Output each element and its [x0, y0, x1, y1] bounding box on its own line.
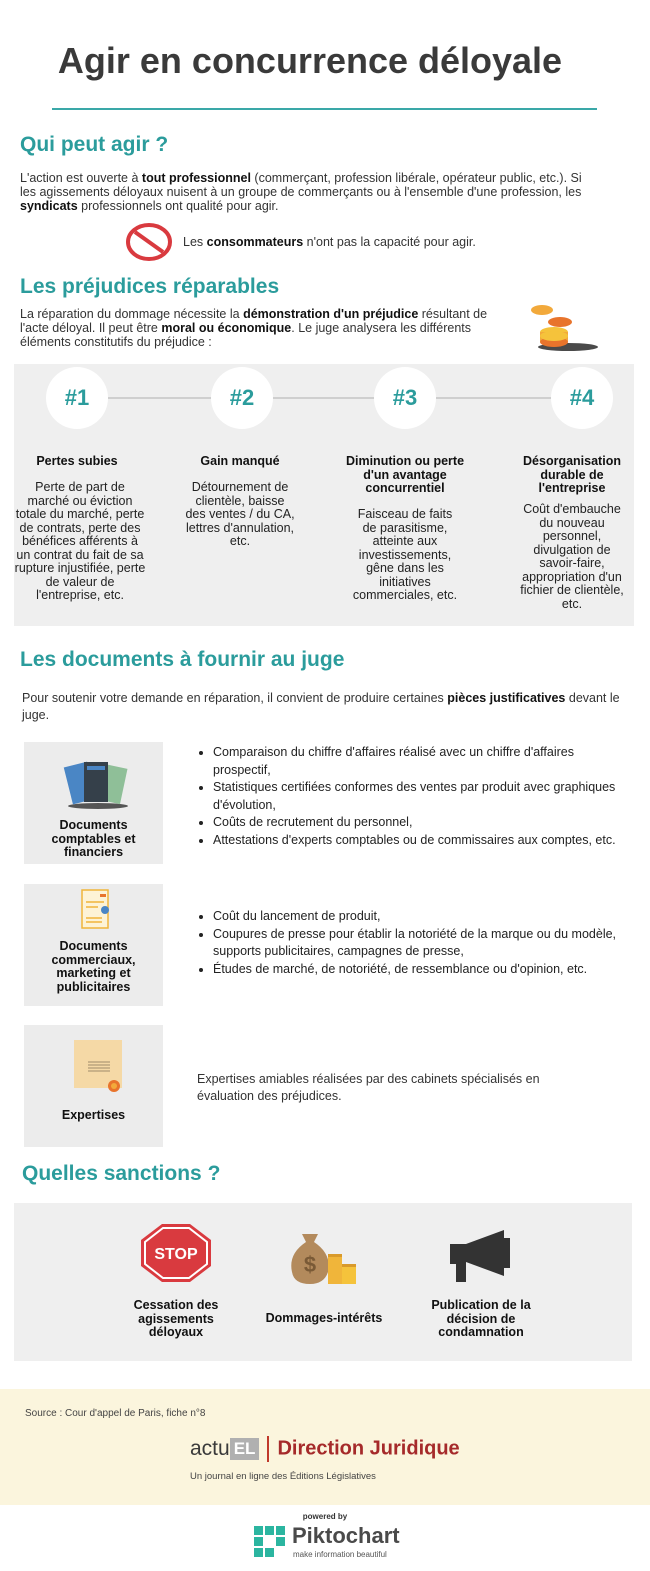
list-item: • Statistiques certifiées conformes des ventes par produit avec graphiques d'évolution,: [213, 779, 617, 814]
heading-sanctions: Quelles sanctions ?: [22, 1162, 221, 1185]
list-item: • Études de marché, de notoriété, de ressemblance ou d'opinion, etc.: [213, 961, 622, 979]
step-number-2: #2: [211, 367, 273, 429]
books-icon: [62, 758, 134, 810]
connector-line: [436, 397, 554, 399]
title-divider: [52, 108, 597, 110]
paragraph-prejudices: La réparation du dommage nécessite la démonstration d'un préjudice résultant de l'acte déloyal. Il peut être moral ou économique. Le juge analysera les différents éléments constitutifs du préjudice :: [20, 307, 488, 349]
connector-line: [272, 397, 377, 399]
brand-direction-juridique: Direction Juridique: [277, 1437, 460, 1460]
doc-text-expertises: Expertises amiables réalisées par des cabinets spécialisés en évaluation des préjudices.: [197, 1072, 540, 1103]
connector-line: [108, 397, 213, 399]
sanction-label-cessation: Cessation des agissements déloyaux: [133, 1298, 219, 1339]
heading-prejudices: Les préjudices réparables: [20, 275, 280, 298]
list-item: • Attestations d'experts comptables ou de commissaires aux comptes, etc.: [213, 832, 617, 850]
list-item: • Coûts de recrutement du personnel,: [213, 814, 617, 832]
heading-documents: Les documents à fournir au juge: [20, 648, 345, 671]
source-text: Source : Cour d'appel de Paris, fiche n°8: [25, 1408, 206, 1419]
stop-sign-text: STOP: [154, 1246, 198, 1263]
paragraph-documents: Pour soutenir votre demande en réparation, il convient de produire certaines pièces justificatives devant le juge.: [22, 691, 620, 722]
doc-label-expertises: Expertises: [61, 1108, 126, 1122]
brand-el: EL: [230, 1438, 260, 1460]
step-number-3: #3: [374, 367, 436, 429]
sanction-label-dommages: Dommages-intérêts: [265, 1311, 383, 1325]
prejudice-title-2: Gain manqué: [200, 454, 280, 468]
doc-list-commerciaux: [197, 908, 622, 978]
doc-label-commerciaux: Documents commerciaux, marketing et publicitaires: [51, 939, 136, 994]
step-number-1: #1: [46, 367, 108, 429]
list-item: • Comparaison du chiffre d'affaires réalisé avec un chiffre d'affaires prospectif,: [213, 744, 617, 779]
sanction-label-publication: Publication de la décision de condamnation: [431, 1298, 531, 1339]
heading-qui-peut-agir: Qui peut agir ?: [20, 133, 169, 156]
piktochart-wordmark: Piktochart: [292, 1523, 400, 1548]
doc-label-comptables: Documents comptables et financiers: [51, 818, 136, 859]
list-item: • Coupures de presse pour établir la notoriété de la marque ou du modèle, supports publicitaires, campagnes de presse,: [213, 926, 622, 961]
doc-list-comptables: [197, 744, 617, 849]
prejudice-text-2: Détournement de clientèle, baisse des ventes / du CA, lettres d'annulation, etc.: [185, 480, 295, 548]
step-number-4: #4: [551, 367, 613, 429]
powered-by-text: powered by: [302, 1512, 348, 1521]
prejudice-text-1: Perte de part de marché ou éviction totale du marché, perte de contrats, perte des bénéfices afférents à un contrat du fait de sa rupture injustifiée, perte de valeur de l'entreprise, etc.: [14, 480, 146, 602]
piktochart-logo-icon: [252, 1524, 288, 1560]
prejudice-text-4: Coût d'embauche du nouveau personnel, divulgation de savoir-faire, appropriation d'un fichier de clientèle, etc.: [520, 502, 624, 611]
document-icon: [78, 888, 114, 932]
paragraph-qui-peut-agir: L'action est ouverte à tout professionnel (commerçant, profession libérale, opérateur public, etc.). Si les agissements déloyaux nuisent à un groupe de commerçants ou à l'ensemble d'une profession, les syndicats professionnels ont qualité pour agir.: [20, 171, 582, 213]
prohibited-icon: [125, 222, 173, 262]
brand-divider: [267, 1436, 269, 1462]
list-item: • Coût du lancement de produit,: [213, 908, 622, 926]
megaphone-icon: [448, 1226, 516, 1286]
certificate-icon: [72, 1040, 126, 1094]
money-bag-icon: [288, 1226, 360, 1286]
actuel-logo: [190, 1436, 460, 1466]
prejudice-text-3: Faisceau de faits de parasitisme, atteinte aux investissements, gêne dans les initiatives commerciales, etc.: [352, 507, 458, 602]
brand-actu: actu: [190, 1437, 230, 1460]
prejudice-title-4: Désorganisation durable de l'entreprise: [523, 454, 621, 495]
coins-icon: [526, 300, 600, 354]
dollar-sign-text: $: [303, 1252, 317, 1277]
brand-tagline: Un journal en ligne des Éditions Législatives: [190, 1471, 376, 1482]
piktochart-tagline: make information beautiful: [293, 1550, 387, 1559]
page-title: Agir en concurrence déloyale: [57, 40, 563, 81]
stop-sign-icon: [140, 1223, 212, 1283]
prejudice-title-1: Pertes subies: [36, 454, 118, 468]
note-consommateurs: Les consommateurs n'ont pas la capacité pour agir.: [183, 235, 476, 249]
prejudice-title-3: Diminution ou perte d'un avantage concurrentiel: [345, 454, 465, 495]
